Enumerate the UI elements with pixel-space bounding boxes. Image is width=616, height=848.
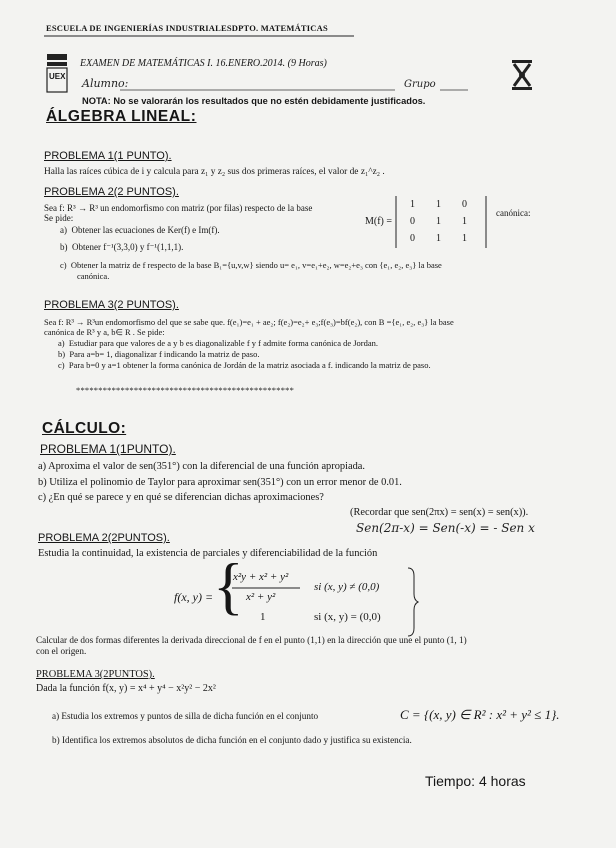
calculo-p1-item-c: c) ¿En qué se parece y en qué se diferencian dichas aproximaciones? (38, 492, 324, 503)
calculo-p2-question-1: Calcular de dos formas diferentes la derivada direccional de f en el punto (1,1) en la dirección que une el punto (1, 1) (36, 635, 467, 645)
matrix-cell: 0 (462, 199, 467, 210)
calculo-p3-item-a: a) Estudia los extremos y puntos de silla de dicha función en el conjunto (52, 711, 319, 721)
matrix-cell: 1 (462, 233, 467, 244)
matrix-cell: 0 (410, 216, 415, 227)
calculo-problem3-title: PROBLEMA 3(2PUNTOS). (36, 669, 155, 680)
calculo-p1-item-a: a) Aproxima el valor de sen(351°) con la diferencial de una función apropiada. (38, 461, 365, 472)
calculo-heading: CÁLCULO: (42, 420, 127, 437)
piecewise-fx: f(x, y) = (174, 590, 214, 604)
handwritten-note: Sen(2π-x) = Sen(-x) = - Sen x (356, 521, 535, 535)
logo-text: UEX (49, 72, 66, 81)
problem2-item-c: c) Obtener la matriz de f respecto de la base B₁={u,v,w} siendo u= e₁, v=e₁+e₂, w=e₂+e₃ con {e₁, e₂, e₃} la base (60, 260, 442, 270)
algebra-problem1-text: Halla las raíces cúbica de i y calcula para z₁ y z₂ sus dos primeras raíces, el valor de z₁^z₂ . (44, 167, 385, 177)
problem3-item-a: a) Estudiar para que valores de a y b es diagonalizable f y f admite forma canónica de Jordan. (58, 338, 379, 348)
separator-stars: ************************************************* (76, 385, 295, 395)
matrix-cell: 1 (436, 216, 441, 227)
calculo-p2-intro: Estudia la continuidad, la existencia de parciales y diferenciabilidad de la función (38, 548, 378, 559)
problem2-item-c-cont: canónica. (77, 271, 110, 281)
calculo-p3-intro: Dada la función f(x, y) = x⁴ + y⁴ − x²y² − 2x² (36, 683, 216, 694)
algebra-problem2-line2: Se pide: (44, 213, 74, 223)
exam-title: EXAMEN DE MATEMÁTICAS I. 16.ENERO.2014. (9 Horas) (80, 58, 327, 69)
matrix-cell: 0 (410, 233, 415, 244)
matrix-note: canónica: (496, 208, 531, 218)
algebra-problem3-line2: canónica de R³ y a, b∈ R . Se pide: (44, 327, 165, 337)
calculo-p1-reminder: (Recordar que sen(2πx) = sen(x) = sen(x)). (350, 507, 529, 518)
calculo-p3-item-b: b) Identifica los extremos absolutos de dicha función en el conjunto dado y justifica su existencia. (52, 735, 412, 745)
calculo-problem1-title: PROBLEMA 1(1PUNTO). (40, 442, 176, 456)
university-logo (45, 54, 69, 94)
set-definition: C = {(x, y) ∈ R² : x² + y² ≤ 1}. (400, 707, 560, 722)
fraction-denominator: x² + y² (246, 591, 276, 603)
piecewise-condition-2: si (x, y) = (0,0) (314, 611, 381, 623)
time-limit: Tiempo: 4 horas (425, 773, 526, 789)
problem2-item-a: a) Obtener las ecuaciones de Ker(f) e Im(f). (60, 225, 220, 235)
institution-header: ESCUELA DE INGENIERÍAS INDUSTRIALESDPTO. MATEMÁTICAS (46, 23, 328, 33)
matrix-cell: 1 (462, 216, 467, 227)
algebra-problem3-title: PROBLEMA 3(2 PUNTOS). (44, 299, 179, 311)
problem3-item-b: b) Para a=b= 1, diagonalizar f indicando la matriz de paso. (58, 349, 260, 359)
algebra-problem2-title: PROBLEMA 2(2 PUNTOS). (44, 186, 179, 198)
algebra-heading: ÁLGEBRA LINEAL: (46, 108, 197, 125)
student-label: Alumno: (82, 77, 129, 90)
piecewise-condition-1: si (x, y) ≠ (0,0) (314, 581, 380, 593)
group-label: Grupo (404, 79, 436, 90)
matrix-cell: 1 (436, 199, 441, 210)
school-emblem (508, 60, 536, 90)
problem2-item-b: b) Obtener f⁻¹(3,3,0) y f⁻¹(1,1,1). (60, 242, 184, 252)
matrix-cell: 1 (436, 233, 441, 244)
calculo-p1-item-b: b) Utiliza el polinomio de Taylor para aproximar sen(351°) con un error menor de 0.01. (38, 477, 402, 488)
algebra-problem2-line1: Sea f: R³ → R³ un endomorfismo con matriz (por filas) respecto de la base (44, 203, 313, 213)
calculo-p2-question-2: con el origen. (36, 646, 87, 656)
algebra-problem3-line1: Sea f: R³ → R³un endomorfismo del que se sabe que. f(e₁)=e₁ + ae₂; f(e₂)=e₂+ e₃;f(e₃)=bf(e₂), con B ={e₁, e₂, e₃} la base (44, 317, 454, 327)
calculo-problem2-title: PROBLEMA 2(2PUNTOS). (38, 532, 170, 544)
piecewise-value-2: 1 (260, 611, 266, 623)
matrix-label: M(f) = (365, 216, 393, 227)
problem3-item-c: c) Para b=0 y a=1 obtener la forma canónica de Jordán de la matriz asociada a f. indicando la matriz de paso. (58, 360, 431, 370)
matrix-cell: 1 (410, 199, 415, 210)
fraction-numerator: x²y + x² + y² (233, 571, 289, 583)
left-brace: { (213, 550, 244, 621)
note-text: NOTA: No se valorarán los resultados que no estén debidamente justificados. (82, 96, 426, 106)
algebra-problem1-title: PROBLEMA 1(1 PUNTO). (44, 150, 172, 162)
